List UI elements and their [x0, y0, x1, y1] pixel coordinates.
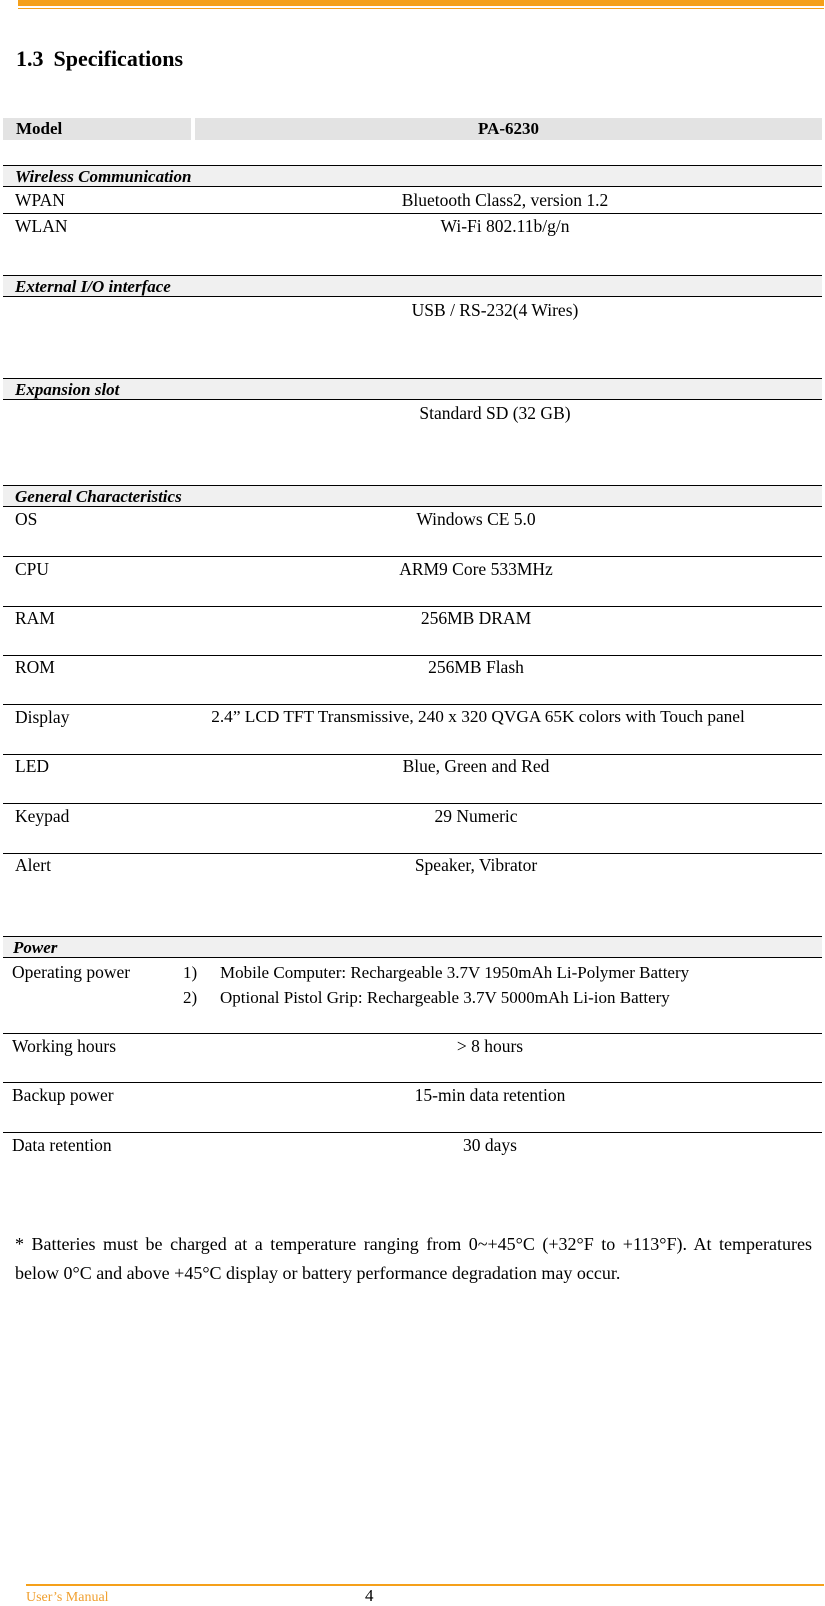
spec-label-led: LED	[15, 756, 50, 776]
spec-value-cpu: ARM9 Core 533MHz	[399, 559, 553, 579]
page-title	[16, 46, 183, 72]
spec-label-ram: RAM	[15, 608, 55, 628]
spec-value-alert: Speaker, Vibrator	[414, 855, 538, 875]
spec-label-operating-power: Operating power	[12, 962, 131, 982]
section-heading: Expansion slot	[15, 380, 120, 399]
section-title: Specifications	[53, 46, 184, 71]
section-io	[3, 275, 822, 297]
section-wireless	[3, 165, 822, 187]
spec-label-working-hours: Working hours	[12, 1036, 117, 1056]
spec-value-keypad: 29 Numeric	[434, 806, 518, 826]
section-power	[3, 936, 822, 958]
spec-value-led: Blue, Green and Red	[402, 756, 550, 776]
list-item	[183, 960, 689, 985]
page-number: 4	[365, 1586, 374, 1605]
row-divider	[3, 655, 822, 656]
section-heading: External I/O interface	[15, 277, 171, 296]
spec-value-working-hours: > 8 hours	[456, 1036, 524, 1056]
spec-label-alert: Alert	[15, 855, 51, 875]
model-label: Model	[16, 119, 63, 138]
list-text: Mobile Computer: Rechargeable 3.7V 1950mAh Li-Polymer Battery	[220, 963, 690, 982]
battery-note: * Batteries must be charged at a temperature ranging from 0~+45°C (+32°F to +113°F). At temperatures below 0°C and above +45°C display or battery performance degradation may occur.	[15, 1234, 812, 1283]
spec-value-os: Windows CE 5.0	[416, 509, 536, 529]
spec-value-backup-power: 15-min data retention	[414, 1085, 566, 1105]
section-number: 1.3	[16, 46, 44, 71]
row-divider	[3, 704, 822, 705]
list-number: 1)	[183, 963, 198, 982]
spec-value-wpan: Bluetooth Class2, version 1.2	[401, 190, 609, 210]
spec-value-io: USB / RS-232(4 Wires)	[411, 300, 579, 320]
spec-value-display: 2.4” LCD TFT Transmissive, 240 x 320 QVGA 65K colors with Touch panel	[211, 707, 745, 726]
section-expansion	[3, 378, 822, 400]
spec-value-wlan: Wi-Fi 802.11b/g/n	[440, 216, 570, 236]
row-divider	[3, 754, 822, 755]
section-heading: Wireless Communication	[15, 167, 192, 186]
model-value: PA-6230	[477, 119, 540, 138]
row-divider	[3, 606, 822, 607]
spec-label-rom: ROM	[15, 657, 55, 677]
footer-manual-label: User’s Manual	[26, 1590, 109, 1605]
spec-label-wlan: WLAN	[15, 216, 68, 236]
spec-value-expansion: Standard SD (32 GB)	[419, 403, 571, 423]
spec-value-ram: 256MB DRAM	[420, 608, 532, 628]
spec-value-data-retention: 30 days	[463, 1135, 517, 1155]
spec-label-backup-power: Backup power	[12, 1085, 114, 1105]
header-rule	[18, 0, 824, 6]
list-text: Optional Pistol Grip: Rechargeable 3.7V 5000mAh Li-ion Battery	[220, 988, 670, 1007]
row-divider	[3, 556, 822, 557]
spec-label-display: Display	[15, 707, 70, 727]
list-item	[183, 985, 689, 1010]
section-heading: Power	[13, 938, 58, 957]
operating-power-list	[183, 960, 689, 1010]
row-divider	[3, 803, 822, 804]
row-divider	[3, 1082, 822, 1083]
footer-rule	[26, 1584, 824, 1586]
list-number: 2)	[183, 988, 198, 1007]
spec-label-keypad: Keypad	[15, 806, 70, 826]
spec-label-cpu: CPU	[15, 559, 50, 579]
spec-label-wpan: WPAN	[15, 190, 65, 210]
spec-label-os: OS	[15, 509, 38, 529]
row-divider	[3, 213, 822, 214]
header-rule-thin	[18, 8, 824, 9]
row-divider	[3, 1132, 822, 1133]
spec-label-data-retention: Data retention	[12, 1135, 112, 1155]
row-divider	[3, 1033, 822, 1034]
row-divider	[3, 853, 822, 854]
spec-value-rom: 256MB Flash	[428, 657, 524, 677]
model-header	[3, 118, 822, 140]
section-heading: General Characteristics	[15, 487, 182, 506]
section-general	[3, 485, 822, 507]
